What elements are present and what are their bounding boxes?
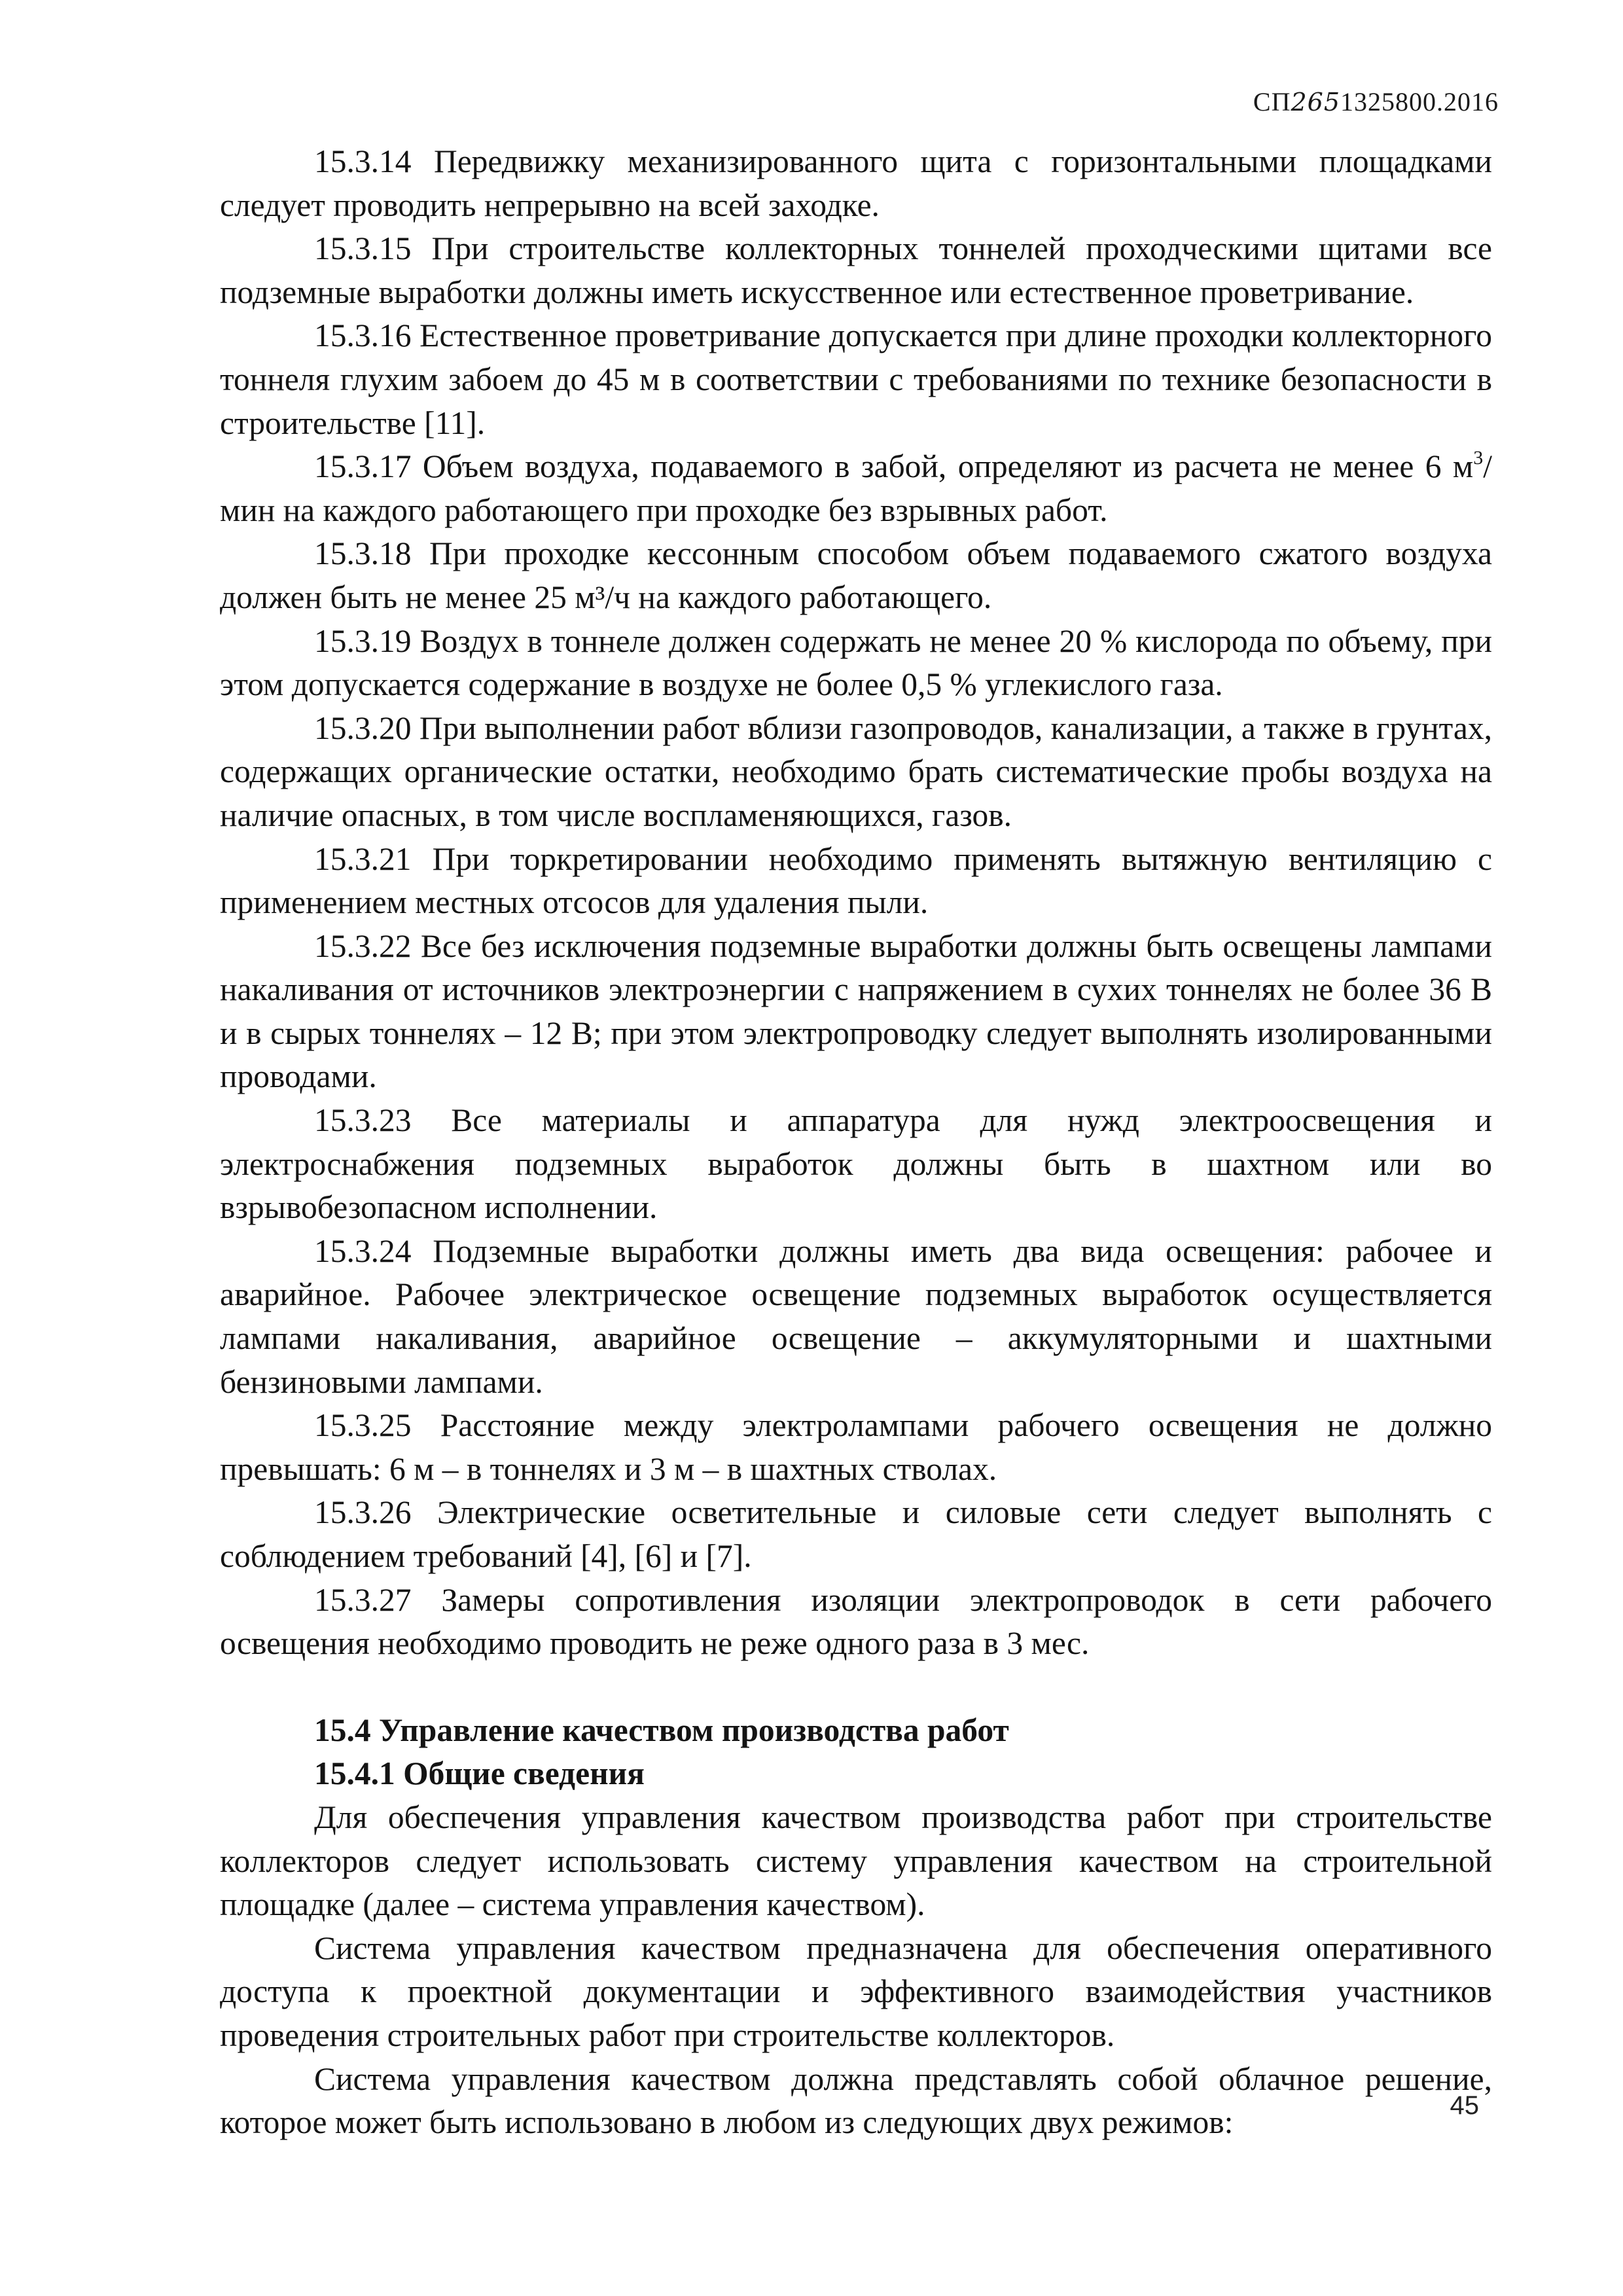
paragraph-15-3-14: 15.3.14 Передвижку механизированного щита с горизонтальными площадками следует проводить непрерывно на всей заходке. (220, 143, 1492, 223)
paragraph-15-3-17-text-b: /мин на каждого работающего при проходке без взрывных работ. (220, 448, 1492, 528)
paragraph-15-3-16: 15.3.16 Естественное проветривание допускается при длине проходки коллекторного тоннеля глухим забоем до 45 м в соответствии с требованиями по технике безопасности в строительстве [11]. (220, 317, 1492, 441)
section-paragraph: Система управления качеством предназначена для обеспечения оперативного доступа к проектной документации и эффективного взаимодействия участников проведения строительных работ при строительстве коллекторов. (220, 1929, 1492, 2053)
body-text (220, 140, 1492, 2145)
subsection-heading: 15.4.1 Общие сведения (314, 1755, 645, 1792)
paragraph-15-3-24: 15.3.24 Подземные выработки должны иметь два вида освещения: рабочее и аварийное. Рабочее электрическое освещение подземных выработок осуществляется лампами накаливания, аварийное освещение – аккумуляторными и шахтными бензиновыми лампами. (220, 1232, 1492, 1400)
page-number: 45 (1450, 2091, 1479, 2120)
paragraph-15-3-17-text-a: 15.3.17 Объем воздуха, подаваемого в забой, определяют из расчета не менее 6 м (314, 448, 1474, 485)
paragraph-15-3-19: 15.3.19 Воздух в тоннеле должен содержать не менее 20 % кислорода по объему, при этом допускается содержание в воздухе не более 0,5 % углекислого газа. (220, 622, 1492, 703)
document-code (1253, 86, 1499, 117)
paragraph-15-3-21: 15.3.21 При торкретировании необходимо применять вытяжную вентиляцию с применением местных отсосов для удаления пыли. (220, 840, 1492, 921)
paragraph-15-3-22: 15.3.22 Все без исключения подземные выработки должны быть освещены лампами накаливания от источников электроэнергии с напряжением в сухих тоннелях не более 36 В и в сырых тоннелях – 12 В; при этом электропроводку следует выполнять изолированными проводами. (220, 927, 1492, 1095)
paragraph-15-3-26: 15.3.26 Электрические осветительные и силовые сети следует выполнять с соблюдением требований [4], [6] и [7]. (220, 1494, 1492, 1574)
paragraph-15-3-15: 15.3.15 При строительстве коллекторных тоннелей проходческими щитами все подземные выработки должны иметь искусственное или естественное проветривание. (220, 230, 1492, 310)
paragraph-15-3-17 (220, 445, 1492, 532)
section-paragraph: Система управления качеством должна представлять собой облачное решение, которое может быть использовано в любом из следующих двух режимов: (220, 2060, 1492, 2141)
code-suffix: 1325800.2016 (1340, 87, 1499, 117)
section-heading: 15.4 Управление качеством производства работ (314, 1712, 1009, 1748)
handwritten-number: 265 (1291, 88, 1340, 117)
code-prefix: СП (1253, 87, 1291, 117)
paragraph-15-3-23: 15.3.23 Все материалы и аппаратура для нужд электроосвещения и электроснабжения подземных выработок должны быть в шахтном или во взрывобезопасном исполнении. (220, 1102, 1492, 1226)
superscript: 3 (1473, 447, 1484, 469)
paragraph-15-3-20: 15.3.20 При выполнении работ вблизи газопроводов, канализации, а также в грунтах, содержащих органические остатки, необходимо брать систематические пробы воздуха на наличие опасных, в том числе воспламеняющихся, газов. (220, 709, 1492, 833)
paragraph-15-3-18: 15.3.18 При проходке кессонным способом объем подаваемого сжатого воздуха должен быть не менее 25 м³/ч на каждого работающего. (220, 535, 1492, 615)
paragraph-15-3-25: 15.3.25 Расстояние между электролампами рабочего освещения не должно превышать: 6 м – в тоннелях и 3 м – в шахтных стволах. (220, 1407, 1492, 1487)
paragraph-15-3-27: 15.3.27 Замеры сопротивления изоляции электропроводок в сети рабочего освещения необходимо проводить не реже одного раза в 3 мес. (220, 1581, 1492, 1662)
section-paragraph: Для обеспечения управления качеством производства работ при строительстве коллекторов следует использовать систему управления качеством на строительной площадке (далее – система управления качеством). (220, 1799, 1492, 1923)
